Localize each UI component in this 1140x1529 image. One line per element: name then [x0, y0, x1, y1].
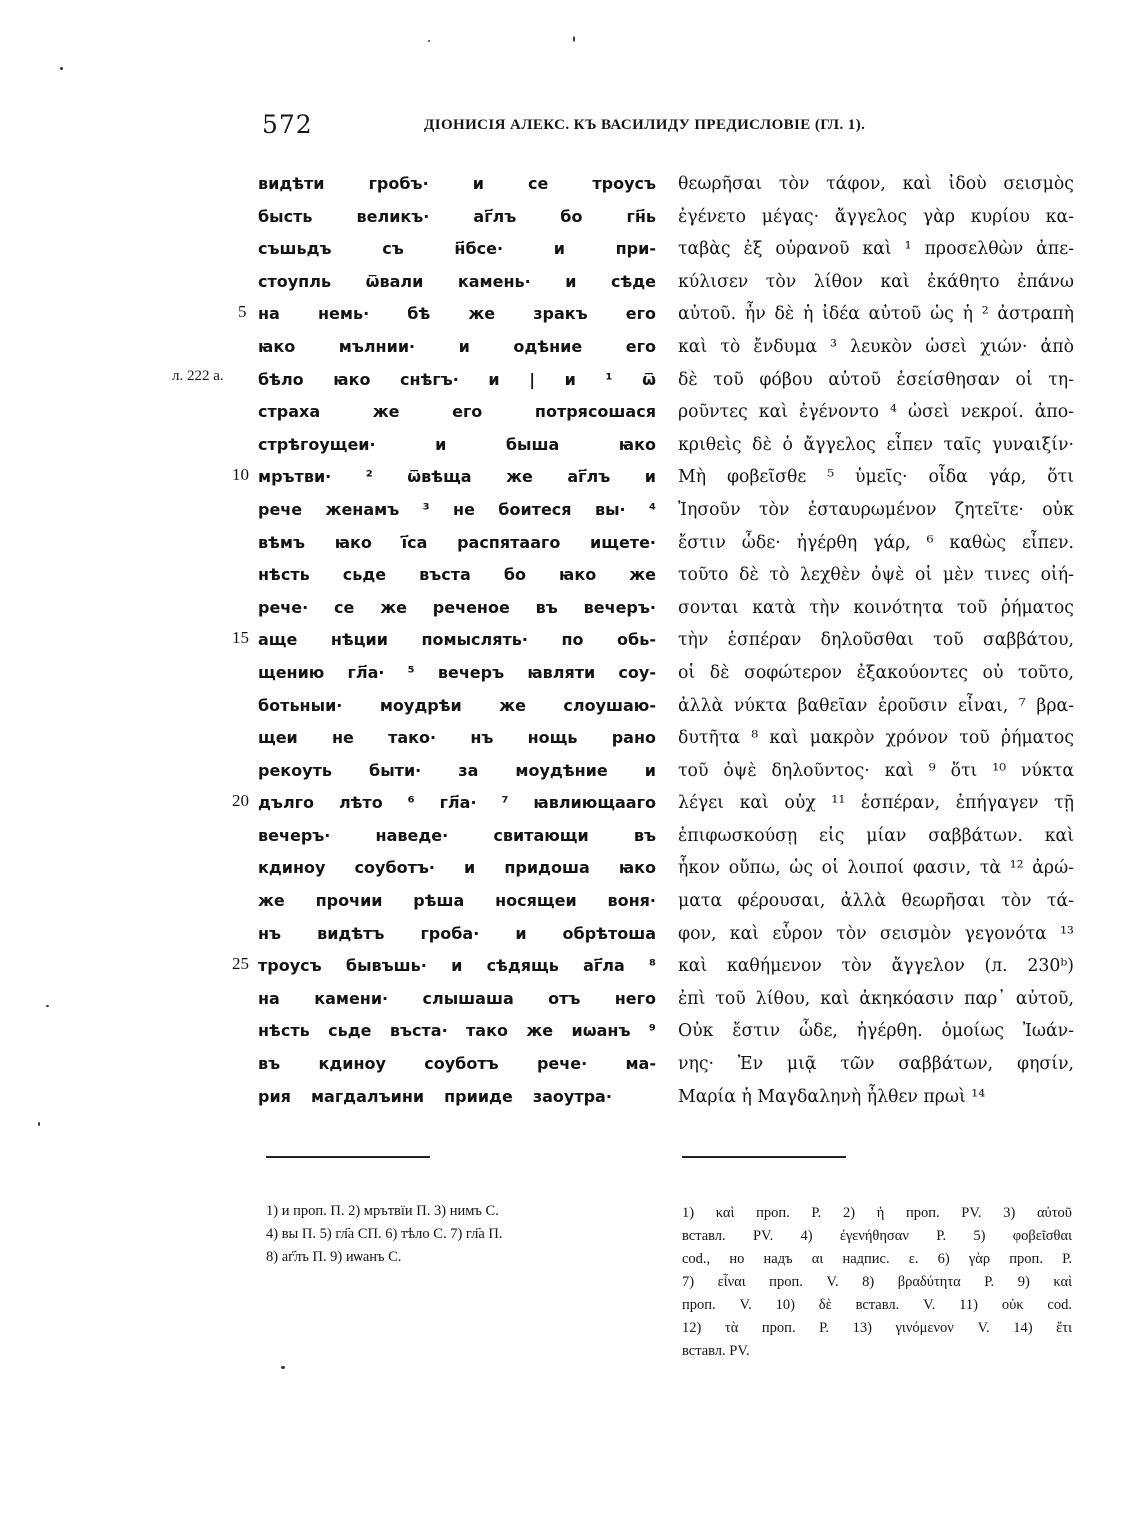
greek-text-column: [678, 168, 1074, 1113]
greek-text-line: κριθεὶς δὲ ὁ ἄγγελος εἶπεν ταῖς γυναιξίν·: [678, 434, 1074, 455]
slavonic-text-column: [258, 168, 656, 1113]
greek-text-line: τοῦ ὀψὲ δηλοῦντος· καὶ ⁹ ὅτι ¹⁰ νύκτα: [678, 760, 1074, 781]
slavonic-text-line: ботьныи· моудрѣи же слоушаю-: [258, 695, 656, 715]
line-number: 5: [238, 302, 247, 321]
greek-footnote-line: 1) καὶ проп. Р. 2) ἡ проп. PV. 3) αὐτοῦ: [682, 1205, 1072, 1221]
greek-text-line: δυτῆτα ⁸ καὶ μακρὸν χρόνον τοῦ ῥήματος: [678, 728, 1074, 749]
greek-text-line: σονται κατὰ τὴν κοινότητα τοῦ ῥήματος: [678, 597, 1074, 618]
slavonic-text-line: стрѣгоущеи· и быша ꙗко: [258, 434, 656, 454]
page-number: 572: [262, 110, 313, 139]
greek-footnote-line: вставл. PV. 4) ἐγενήθησαν Р. 5) φοβεῖσθαι: [682, 1228, 1072, 1244]
slavonic-text-line: на камени· слышаша отъ него: [258, 988, 656, 1008]
slavonic-footnote-line: 1) и проп. П. 2) мрътвїи П. 3) нимъ С.: [266, 1203, 499, 1219]
slavonic-text-line: дълго лѣто ⁶ гл҃а· ⁷ ꙗвлиющааго: [258, 793, 656, 813]
greek-text-line: νης· Ἐν μιᾷ τῶν σαββάτων, φησίν,: [678, 1054, 1074, 1075]
greek-text-line: καὶ τὸ ἔνδυμα ³ λευκὸν ὡσεὶ χιών· ἀπὸ: [678, 336, 1074, 357]
greek-text-line: λέγει καὶ οὐχ ¹¹ ἑσπέραν, ἐπήγαγεν τῇ: [678, 793, 1074, 814]
scan-speck: [38, 1122, 40, 1126]
slavonic-text-line: съшьдъ съ н҃бсе· и при-: [258, 239, 656, 259]
slavonic-text-line: ꙗко мълнии· и одѣние его: [258, 336, 656, 356]
scan-speck: [428, 40, 430, 42]
greek-text-line: φον, καὶ εὗρον τὸν σεισμὸν γεγονότα ¹³: [678, 923, 1074, 944]
slavonic-footnotes: [266, 1200, 662, 1269]
greek-footnote-line: 7) εἶναι проп. V. 8) βραδύτητα Р. 9) καὶ: [682, 1274, 1072, 1290]
greek-text-line: ροῦντες καὶ ἐγένοντο ⁴ ὡσεὶ νεκροί. ἀπο-: [678, 402, 1074, 423]
slavonic-text-line: же прочии рѣша носящеи воня·: [258, 891, 656, 911]
greek-footnote-line: проп. V. 10) δὲ вставл. V. 11) οὐκ cod.: [682, 1297, 1072, 1313]
line-number: 10: [232, 465, 249, 484]
running-head: ДІОНИСІЯ АЛЕКС. КЪ ВАСИЛИДУ ПРЕДИСЛОВІЕ (ГЛ. 1).: [424, 117, 866, 133]
greek-text-line: Μαρία ἡ Μαγδαληνὴ ἦλθεν πρωὶ ¹⁴: [678, 1086, 986, 1107]
greek-text-line: Οὐκ ἔστιν ὧδε, ἠγέρθη. ὁμοίως Ἰωάν-: [678, 1021, 1074, 1042]
slavonic-text-line: кдиноу соуботъ· и придоша ꙗко: [258, 858, 656, 878]
slavonic-text-line: аще нѣции помыслять· по обь-: [258, 630, 656, 650]
slavonic-text-line: страха же его потрясошася: [258, 402, 656, 422]
slavonic-text-line: вѣмъ ꙗко і҃са распятааго ищете·: [258, 532, 656, 552]
line-number: 20: [232, 791, 249, 810]
greek-text-line: ματα φέρουσαι, ἀλλὰ θεωρῆσαι τὸν τά-: [678, 891, 1074, 912]
greek-text-line: ἀλλὰ νύκτα βαθεῖαν ἐροῦσιν εἶναι, ⁷ βρα-: [678, 695, 1074, 716]
greek-text-line: ἧκον οὔπω, ὡς οἱ λοιποί φασιν, τὰ ¹² ἀρώ-: [678, 858, 1074, 879]
slavonic-text-line: бѣло ꙗко снѣгъ· и | и ¹ ѿ: [258, 369, 656, 389]
scan-speck: [46, 1005, 49, 1007]
slavonic-text-line: щению гл҃а· ⁵ вечеръ ꙗвляти соу-: [258, 662, 656, 682]
greek-text-line: Ἰησοῦν τὸν ἐσταυρωμένον ζητεῖτε· οὐκ: [678, 499, 1074, 520]
slavonic-text-line: нѣсть сьде въста бо ꙗко же: [258, 565, 656, 585]
greek-footnote-line: 12) τὰ проп. Р. 13) γινόμενον V. 14) ἔτι: [682, 1320, 1072, 1336]
slavonic-text-line: рия магдалъини прииде заоутра·: [258, 1086, 612, 1106]
greek-footnote-line: cod., но надъ αι надпис. ε. 6) γὰρ проп. Р.: [682, 1251, 1072, 1267]
greek-text-line: ἐπὶ τοῦ λίθου, καὶ ἀκηκόασιν παρ᾿ αὐτοῦ,: [678, 988, 1074, 1009]
line-number: 15: [232, 628, 249, 647]
slavonic-text-line: нъ видѣтъ гроба· и обрѣтоша: [258, 923, 656, 943]
scan-speck: [281, 1366, 285, 1369]
greek-text-line: δὲ τοῦ φόβου αὐτοῦ ἐσείσθησαν οἱ τη-: [678, 369, 1074, 390]
greek-text-line: θεωρῆσαι τὸν τάφον, καὶ ἰδοὺ σεισμὸς: [678, 174, 1074, 194]
slavonic-footnote-line: 4) вы П. 5) гл҃а СП. 6) тѣло С. 7) гл҃а П.: [266, 1226, 503, 1242]
slavonic-text-line: стоупль ѿвали камень· и сѣде: [258, 271, 656, 291]
slavonic-text-line: рече· се же реченое въ вечеръ·: [258, 597, 656, 617]
slavonic-footnote-line: 8) аг҃лъ П. 9) иѡанъ С.: [266, 1249, 402, 1265]
greek-text-line: ἐγένετο μέγας· ἄγγελος γὰρ κυρίου κα-: [678, 206, 1074, 227]
greek-text-line: τοῦτο δὲ τὸ λεχθὲν ὀψὲ οἱ μὲν τινες οἰή-: [678, 565, 1074, 586]
slavonic-text-line: рекоуть быти· за моудѣние и: [258, 760, 656, 780]
slavonic-text-line: мрътви· ² ѿвѣща же аг҃лъ и: [258, 467, 656, 487]
greek-text-line: ἔστιν ὧδε· ἠγέρθη γάρ, ⁶ καθὼς εἶπεν.: [678, 532, 1074, 553]
slavonic-text-line: нѣсть сьде въста· тако же иѡанъ ⁹: [258, 1021, 656, 1041]
greek-text-line: ἐπιφωσκούσῃ εἰς μίαν σαββάτων. καὶ: [678, 825, 1074, 846]
slavonic-text-line: на немь· бѣ же зракъ его: [258, 304, 656, 324]
greek-footnote-line: вставл. PV.: [682, 1343, 750, 1359]
slavonic-text-line: бысть великъ· аг҃лъ бо гн҃ь: [258, 206, 656, 226]
greek-text-line: κύλισεν τὸν λίθον καὶ ἐκάθητο ἐπάνω: [678, 271, 1074, 292]
greek-text-line: ταβὰς ἐξ οὐρανοῦ καὶ ¹ προσελθὼν ἀπε-: [678, 239, 1074, 260]
scan-speck: [573, 36, 575, 42]
slavonic-text-line: рече женамъ ³ не боитеся вы· ⁴: [258, 499, 656, 519]
greek-text-line: καὶ καθήμενον τὸν ἄγγελον (л. 230ᵇ): [678, 956, 1074, 977]
slavonic-text-line: троусъ бывъшь· и сѣдящь аг҃ла ⁸: [258, 956, 656, 976]
greek-text-line: αὐτοῦ. ἦν δὲ ἡ ἰδέα αὐτοῦ ὡς ἡ ² ἀστραπὴ: [678, 304, 1074, 325]
slavonic-text-line: щеи не тако· нъ нощь рано: [258, 728, 656, 748]
slavonic-text-line: въ кдиноу соуботъ рече· ма-: [258, 1054, 656, 1074]
greek-footnotes: [682, 1202, 1072, 1363]
line-number: 25: [232, 954, 249, 973]
greek-text-line: οἱ δὲ σοφώτερον ἐξακούοντες οὐ τοῦτο,: [678, 662, 1074, 683]
greek-text-line: Μὴ φοβεῖσθε ⁵ ὑμεῖς· οἶδα γάρ, ὅτι: [678, 467, 1074, 488]
slavonic-text-line: видѣти гробъ· и се троусъ: [258, 174, 656, 193]
footnote-rule-greek: [682, 1156, 846, 1158]
scan-speck: [60, 67, 63, 70]
greek-text-line: τὴν ἑσπέραν δηλοῦσθαι τοῦ σαββάτου,: [678, 630, 1074, 651]
slavonic-text-line: вечеръ· наведе· свитающи въ: [258, 825, 656, 845]
footnote-rule-slavonic: [266, 1156, 430, 1158]
folio-mark: л. 222 а.: [172, 368, 224, 384]
